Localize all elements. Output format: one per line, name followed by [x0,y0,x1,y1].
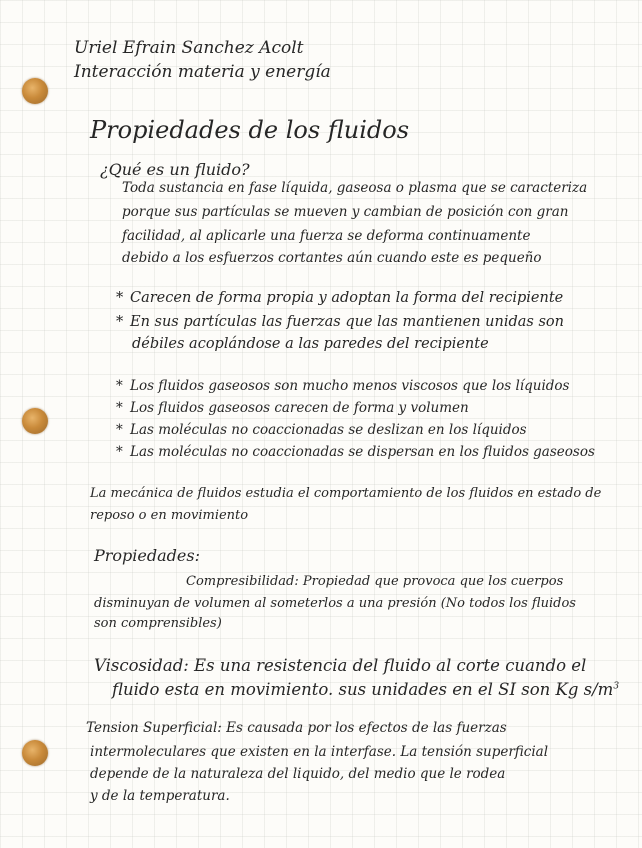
compressibility-line: son comprensibles) [94,616,222,631]
bullet-star-icon: * [116,400,123,416]
bullet-item [116,378,569,394]
bullet-text: Carecen de forma propia y adoptan la forma del recipiente [130,290,564,306]
bullet-star-icon: * [116,422,123,438]
bullet-star-icon: * [116,314,124,330]
bullet-text: Los fluidos gaseosos carecen de forma y volumen [130,400,469,416]
subject-line: Interacción materia y energía [74,62,331,82]
compressibility-line: disminuyan de volumen al someterlos a una presión (No todos los fluidos [94,596,576,611]
bullet-star-icon: * [116,290,124,306]
mechanics-line: La mecánica de fluidos estudia el comportamiento de los fluidos en estado de [90,486,602,501]
question-heading: ¿Qué es un fluido? [100,160,250,179]
bullet-continuation: débiles acoplándose a las paredes del recipiente [132,336,489,352]
punch-hole [22,408,48,434]
bullet-item [116,400,469,416]
bullet-item [116,444,595,460]
tension-line: intermoleculares que existen en la interfase. La tensión superficial [90,744,549,760]
definition-line: Toda sustancia en fase líquida, gaseosa o plasma que se caracteriza [122,180,588,196]
viscosity-units-text: fluido esta en movimiento. sus unidades en el SI son Kg s/m [112,680,614,699]
mechanics-line: reposo o en movimiento [90,508,249,523]
viscosity-line [112,680,619,699]
definition-line: facilidad, al aplicarle una fuerza se deforma continuamente [122,228,531,244]
bullet-item [116,314,564,330]
punch-hole [22,740,48,766]
punch-hole [22,78,48,104]
definition-line: porque sus partículas se mueven y cambian de posición con gran [122,204,569,220]
properties-heading: Propiedades: [94,546,200,565]
bullet-text: Las moléculas no coaccionadas se deslizan en los líquidos [130,422,527,438]
bullet-star-icon: * [116,378,123,394]
tension-line: Tension Superficial: Es causada por los efectos de las fuerzas [86,720,507,736]
tension-line: depende de la naturaleza del liquido, del medio que le rodea [90,766,506,782]
student-name: Uriel Efrain Sanchez Acolt [74,38,304,58]
bullet-star-icon: * [116,444,123,460]
bullet-item [116,422,527,438]
bullet-text: Las moléculas no coaccionadas se dispersan en los fluidos gaseosos [130,444,595,460]
compressibility-line: Compresibilidad: Propiedad que provoca que los cuerpos [186,574,564,589]
bullet-text: Los fluidos gaseosos son mucho menos viscosos que los líquidos [130,378,570,394]
bullet-item [116,290,563,306]
definition-line: debido a los esfuerzos cortantes aún cuando este es pequeño [122,250,542,266]
page-title: Propiedades de los fluidos [90,116,410,144]
bullet-text: En sus partículas las fuerzas que las mantienen unidas son [130,314,564,330]
viscosity-line: Viscosidad: Es una resistencia del fluido al corte cuando el [94,656,587,675]
unit-exponent: 3 [613,681,620,692]
tension-line: y de la temperatura. [90,788,230,804]
